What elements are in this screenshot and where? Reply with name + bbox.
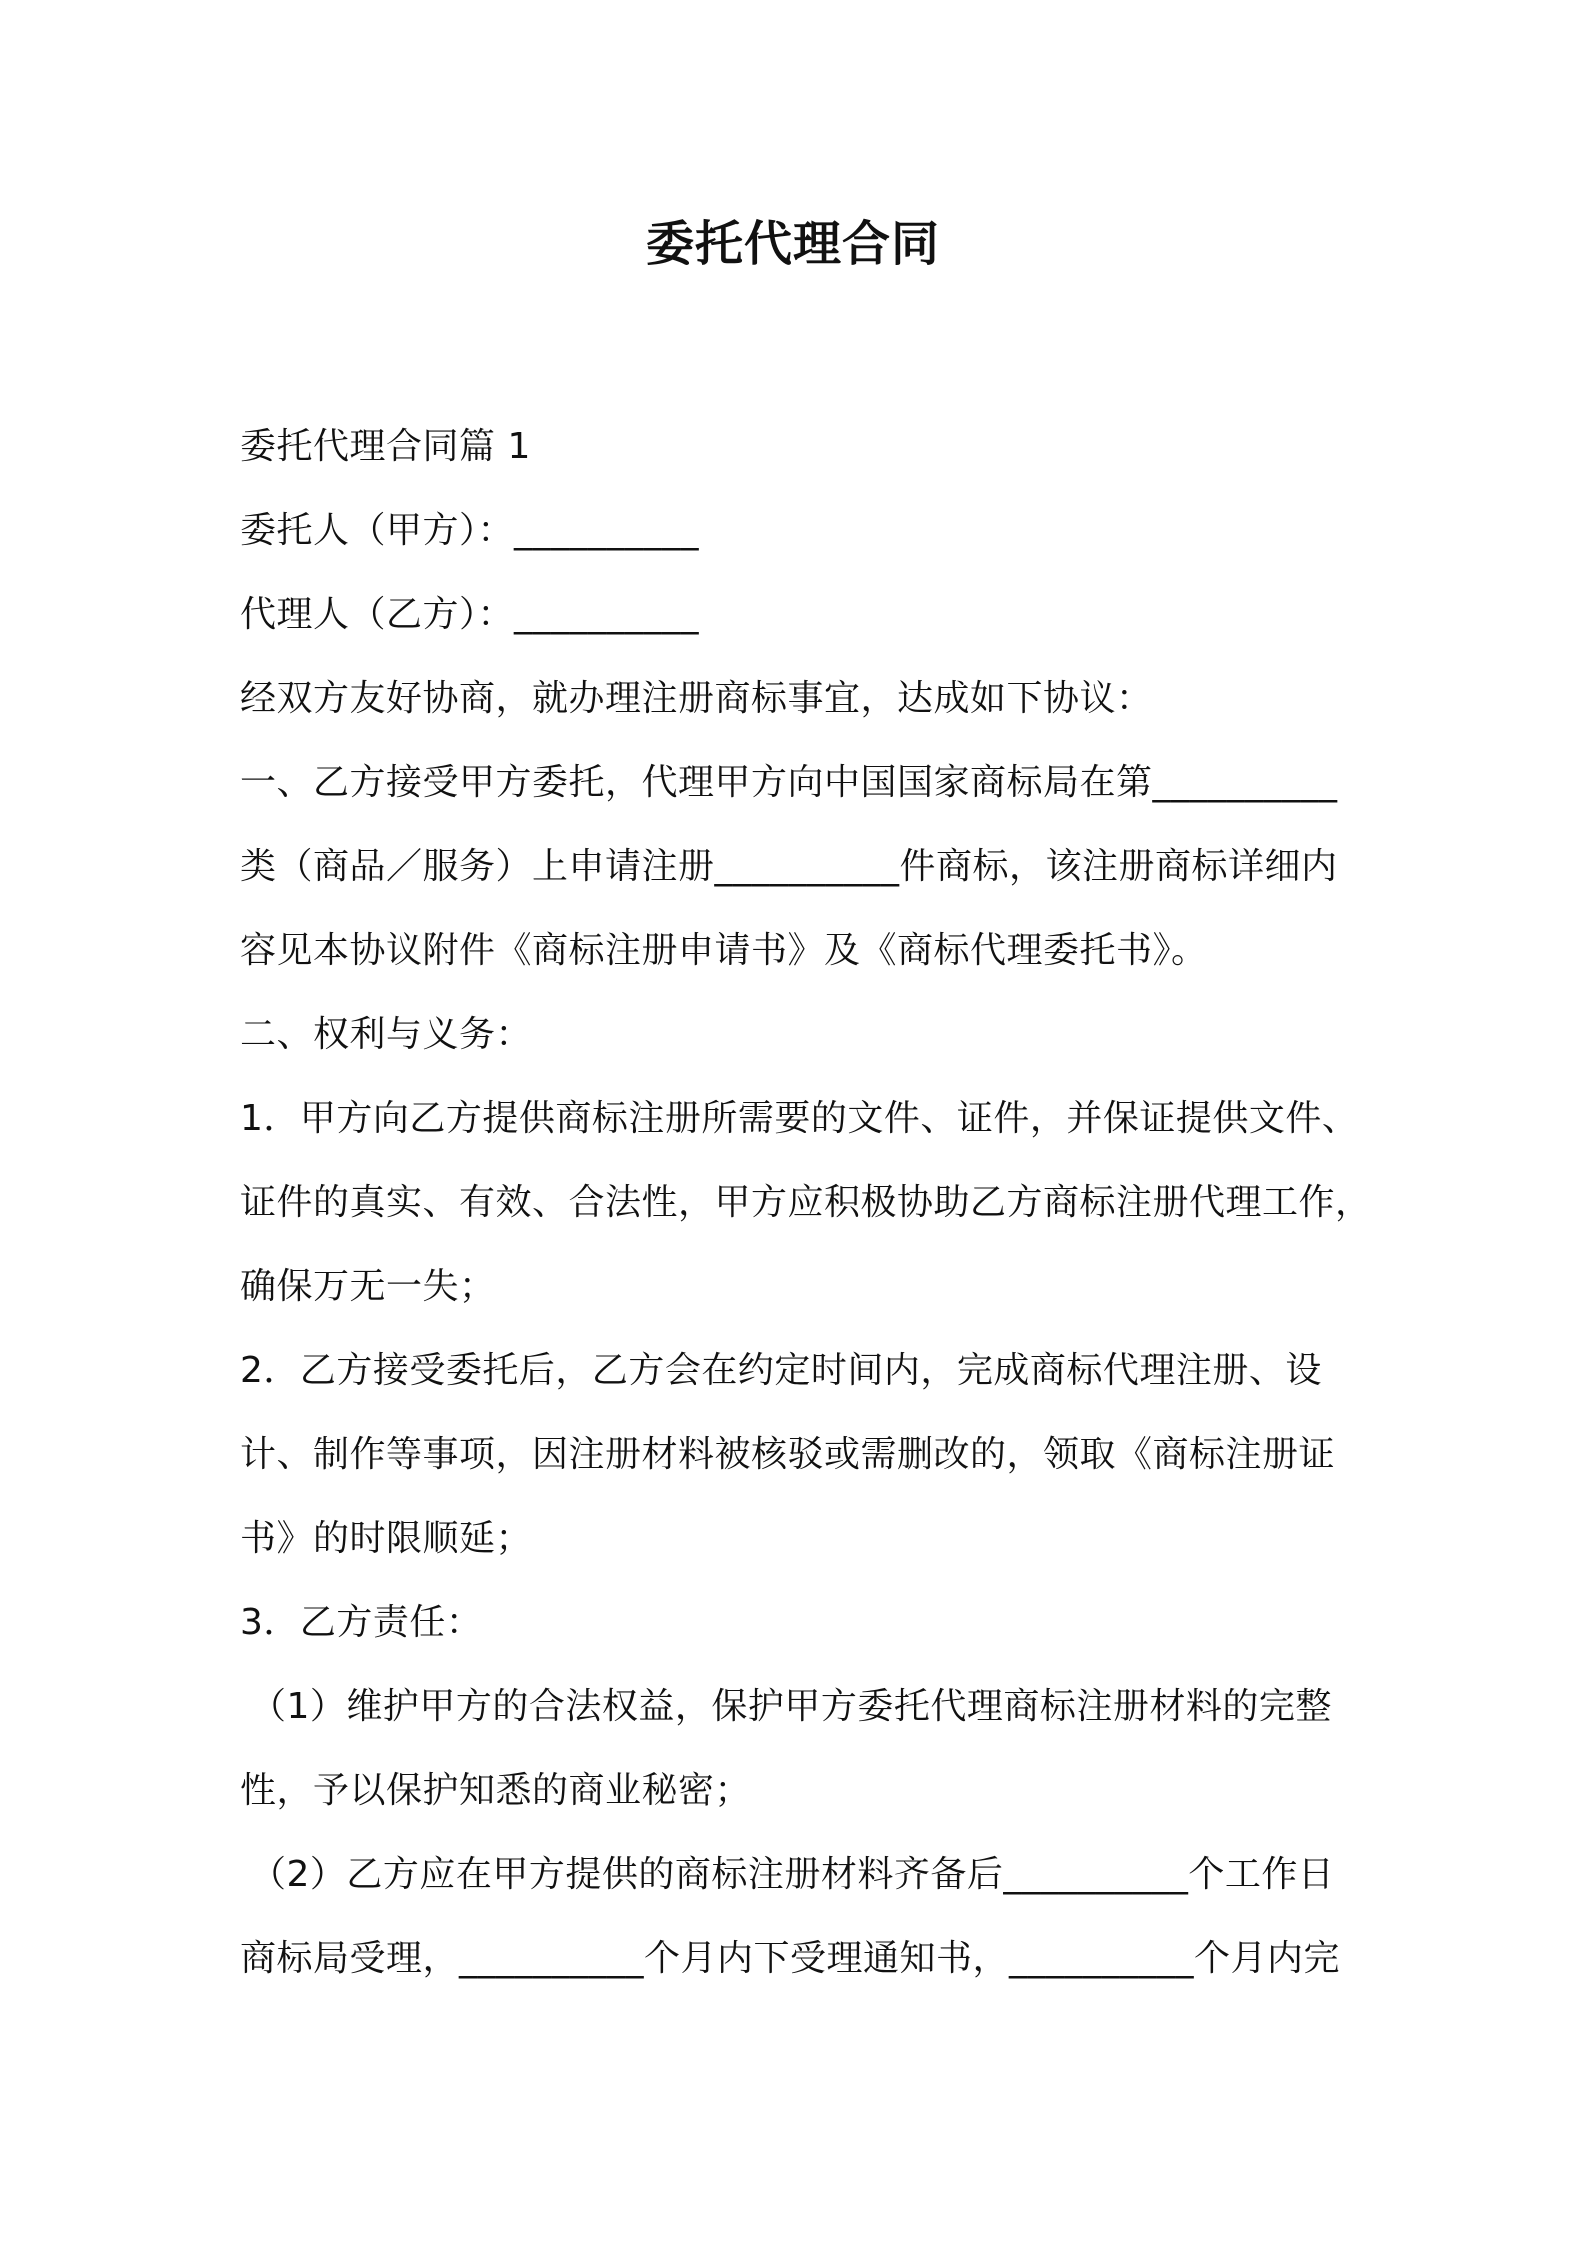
item-3-heading: 3．乙方责任： bbox=[240, 1602, 483, 1643]
preamble-line: 经双方友好协商，就办理注册商标事宜，达成如下协议： bbox=[240, 678, 1153, 719]
agent-line: 代理人（乙方）：__________ bbox=[240, 594, 700, 635]
clause-one-line-2: 类（商品／服务）上申请注册__________件商标，该注册商标详细内 bbox=[240, 846, 1338, 887]
sub-item-1-line-2: 性，予以保护知悉的商业秘密； bbox=[240, 1770, 752, 1811]
document-title: 委托代理合同 bbox=[645, 216, 940, 272]
sub-item-2-line-2: 商标局受理，__________个月内下受理通知书，__________个月内完 bbox=[240, 1938, 1341, 1979]
item-1-line-1: 1．甲方向乙方提供商标注册所需要的文件、证件，并保证提供文件、 bbox=[240, 1098, 1359, 1139]
clause-one-line-3: 容见本协议附件《商标注册申请书》及《商标代理委托书》。 bbox=[240, 930, 1208, 971]
item-2-line-2: 计、制作等事项，因注册材料被核驳或需删改的，领取《商标注册证 bbox=[240, 1434, 1336, 1475]
principal-line: 委托人（甲方）：__________ bbox=[240, 510, 700, 551]
sub-item-2-line-1: （2）乙方应在甲方提供的商标注册材料齐备后__________个工作日 bbox=[250, 1854, 1335, 1895]
item-2-line-3: 书》的时限顺延； bbox=[240, 1518, 533, 1559]
item-1-line-3: 确保万无一失； bbox=[240, 1266, 496, 1307]
section-heading: 委托代理合同篇 1 bbox=[240, 426, 531, 467]
clause-two-heading: 二、权利与义务： bbox=[240, 1014, 533, 1055]
clause-one-line-1: 一、乙方接受甲方委托，代理甲方向中国国家商标局在第__________ bbox=[240, 762, 1338, 803]
item-1-line-2: 证件的真实、有效、合法性，甲方应积极协助乙方商标注册代理工作， bbox=[240, 1182, 1372, 1223]
item-2-line-1: 2．乙方接受委托后，乙方会在约定时间内，完成商标代理注册、设 bbox=[240, 1350, 1322, 1391]
document-body bbox=[240, 405, 1372, 2001]
sub-item-1-line-1: （1）维护甲方的合法权益，保护甲方委托代理商标注册材料的完整 bbox=[250, 1686, 1332, 1727]
